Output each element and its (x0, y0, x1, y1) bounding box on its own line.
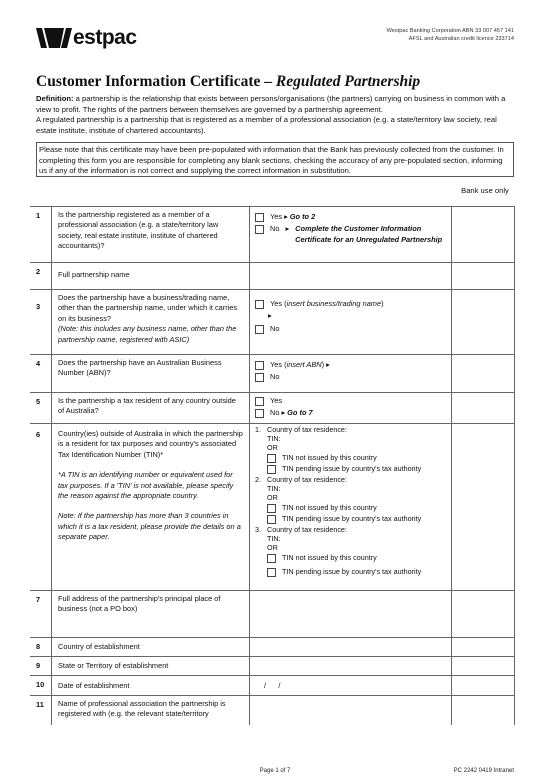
arrow-icon: ▸ (285, 224, 290, 234)
bank-use-cell (451, 263, 515, 289)
bank-use-cell (451, 591, 515, 637)
bank-use-heading: Bank use only (461, 186, 509, 195)
page-number: Page 1 of 7 (259, 768, 291, 774)
option-no[interactable] (255, 408, 447, 418)
option-no[interactable] (255, 324, 447, 334)
country-number: 2. (255, 475, 261, 484)
row-number: 10 (36, 680, 45, 689)
partnership-name-field[interactable] (249, 263, 451, 289)
countries-note: Note: If the partnership has more than 3 countries in which it is a tax resident, please provide the details on a separate paper. (58, 511, 241, 542)
row-answer (249, 290, 451, 354)
form-table (30, 206, 515, 725)
definition-block (36, 94, 516, 136)
option-label: TIN pending issue by country's tax authority (282, 567, 422, 576)
yes-goto: Go to 2 (289, 212, 316, 221)
row-number: 8 (36, 642, 41, 651)
row-answer (249, 393, 451, 423)
form-row-6 (30, 423, 515, 590)
option-label: TIN pending issue by country's tax authority (282, 514, 422, 523)
bank-use-cell (451, 657, 515, 675)
corporate-info (387, 27, 514, 43)
row-number: 5 (36, 397, 41, 406)
form-row-8 (30, 637, 515, 656)
country-label: Country of tax residence: (267, 425, 347, 434)
arrow-icon: ▸ (268, 311, 272, 321)
page-title (36, 73, 420, 91)
row-number: 3 (36, 302, 41, 311)
option-yes[interactable] (255, 212, 447, 222)
row-answer (249, 355, 451, 392)
row-question: Full partnership name (51, 263, 249, 289)
title-main: Customer Information Certificate – (36, 73, 276, 90)
no-label: No (270, 372, 280, 382)
row-question: Name of professional association the partnership is registered with (e.g. the relevant state/territory (51, 696, 249, 725)
bank-use-cell (451, 355, 515, 392)
checkbox-no[interactable] (255, 409, 264, 418)
row-question (51, 424, 249, 590)
checkbox-yes[interactable] (255, 213, 264, 222)
option-no[interactable] (255, 224, 447, 245)
form-row-11 (30, 695, 515, 725)
corp-line-1: Westpac Banking Corporation ABN 33 007 457 141 (386, 28, 514, 34)
checkbox-yes[interactable] (255, 361, 264, 370)
row-question: Date of establishment (51, 676, 249, 695)
tin-label: TIN: (267, 434, 281, 443)
or-label: OR (267, 543, 278, 552)
checkbox[interactable] (267, 504, 276, 513)
checkbox-no[interactable] (255, 373, 264, 382)
yes-end: ) (321, 360, 325, 369)
option-no[interactable] (255, 372, 447, 382)
option-yes[interactable] (255, 360, 447, 370)
row-number: 4 (36, 359, 41, 368)
checkbox-no[interactable] (255, 325, 264, 334)
form-row-9 (30, 656, 515, 675)
bank-use-cell (451, 676, 515, 695)
form-row-10 (30, 675, 515, 695)
or-label: OR (267, 443, 278, 452)
arrow-icon: ▸ (281, 408, 286, 418)
country-of-establishment-field[interactable] (249, 638, 451, 656)
row-number: 11 (36, 700, 44, 709)
country-label: Country of tax residence: (267, 475, 347, 484)
tax-residence-answer (249, 424, 451, 590)
no-goto: Go to 7 (287, 408, 313, 418)
checkbox-no[interactable] (255, 225, 264, 234)
form-code: PC 2242 0419 Intranet (453, 768, 514, 774)
row-number: 7 (36, 595, 41, 604)
country-number: 3. (255, 525, 261, 534)
row-number: 1 (36, 211, 41, 220)
option-label: TIN not issued by this country (282, 553, 377, 562)
yes-label: Yes ( (270, 360, 287, 369)
no-label: No (270, 408, 280, 418)
row-question (51, 290, 249, 354)
westpac-w-icon (36, 28, 72, 48)
yes-italic: insert ABN (286, 360, 322, 369)
tin-label: TIN: (267, 484, 281, 493)
form-row-3 (30, 289, 515, 354)
checkbox-yes[interactable] (255, 397, 264, 406)
country-block-3 (255, 525, 447, 577)
tin-note: *A TIN is an identifying number or equivalent used for tax purposes. If a 'TIN' is not available, please specify the reason against the appropriate country. (58, 470, 234, 501)
yes-label: Yes (270, 212, 283, 221)
option-tin-pending[interactable] (267, 567, 447, 577)
date-of-establishment-field[interactable]: / / (249, 676, 451, 695)
country-label: Country of tax residence: (267, 525, 347, 534)
option-yes[interactable] (255, 396, 447, 406)
question-text: Country(ies) outside of Australia in which the partnership is a resident for tax purposes and country's associated Tax Identification Number (TIN)* (58, 429, 243, 459)
country-block-2 (255, 475, 447, 524)
option-label: TIN pending issue by country's tax authority (282, 464, 422, 473)
definition-text: a partnership is the relationship that exists between persons/organisations (the partners) carrying on business in common with a view to profit. The rights of the partners between themselves are governed by a partnership agreement. (36, 94, 506, 114)
bank-use-cell (451, 207, 515, 262)
option-label: TIN not issued by this country (282, 503, 377, 512)
form-row-7 (30, 590, 515, 637)
definition-text-2: A regulated partnership is a partnership that is registered as a member of a professional association (e.g. a state/territory law society, real estate institute, institute of chartered accountants). (36, 115, 497, 135)
logo-wordmark: estpac (73, 26, 137, 49)
checkbox[interactable] (267, 465, 276, 474)
no-label: No (270, 323, 280, 333)
bank-use-cell (451, 424, 515, 590)
row-question: Full address of the partnership's principal place of business (not a PO box) (51, 591, 249, 637)
or-label: OR (267, 493, 278, 502)
option-yes[interactable] (255, 299, 447, 309)
option-tin-not-issued[interactable] (267, 503, 447, 513)
row-question: State or Territory of establishment (51, 657, 249, 675)
checkbox[interactable] (267, 554, 276, 563)
bank-use-cell (451, 393, 515, 423)
country-number: 1. (255, 425, 261, 434)
yes-end: ) (381, 299, 384, 308)
title-italic: Regulated Partnership (275, 73, 421, 90)
corp-line-2: AFSL and Australian credit licence 233714 (408, 36, 514, 42)
row-number: 6 (36, 430, 41, 439)
yes-italic: insert business/trading name (286, 299, 382, 308)
row-question: Does the partnership have an Australian Business Number (ABN)? (51, 355, 249, 392)
no-goto: Complete the Customer Information Certificate for an Unregulated Partnership (295, 224, 443, 244)
option-tin-pending[interactable] (267, 464, 447, 474)
checkbox[interactable] (267, 568, 276, 577)
option-tin-not-issued[interactable] (267, 553, 447, 563)
bank-use-cell (451, 290, 515, 354)
prepopulated-notice: Please note that this certificate may have been pre-populated with information that the Bank has previously collected from the customer. In completing this form you are responsible for completing any blank sections, checking the accuracy of any pre-populated section, informing us if any of the information is not correct and supplying the correct information in substitution. (36, 142, 514, 177)
tin-label: TIN: (267, 534, 281, 543)
form-row-2 (30, 262, 515, 289)
no-label: No (270, 224, 280, 234)
definition-label: Definition: (36, 94, 74, 103)
form-row-5 (30, 392, 515, 423)
row-question: Is the partnership registered as a member of a professional association (e.g. a state/territory law society, real estate institute, institute of chartered accountants)? (51, 207, 249, 262)
question-text: Does the partnership have a business/trading name, other than the partnership name, under which it carries on its business? (58, 293, 238, 323)
row-answer (249, 207, 451, 262)
option-tin-not-issued[interactable] (267, 453, 447, 463)
row-question: Country of establishment (51, 638, 249, 656)
address-field[interactable] (249, 591, 451, 637)
form-row-4 (30, 354, 515, 392)
question-note: (Note: this includes any business name, other than the partnership name, registered with ASIC) (58, 324, 237, 344)
row-number: 2 (36, 267, 41, 276)
professional-association-field[interactable] (249, 696, 451, 725)
bank-use-cell (451, 638, 515, 656)
country-block-1 (255, 425, 447, 474)
option-label: TIN not issued by this country (282, 453, 377, 462)
arrow-icon: ▸ (326, 360, 330, 369)
row-question: Is the partnership a tax resident of any country outside of Australia? (51, 393, 249, 423)
form-row-1 (30, 206, 515, 262)
checkbox-yes[interactable] (255, 300, 264, 309)
yes-label: Yes (270, 396, 283, 405)
arrow-icon: ▸ (284, 212, 288, 221)
state-of-establishment-field[interactable] (249, 657, 451, 675)
row-number: 9 (36, 661, 41, 670)
yes-label: Yes ( (270, 299, 287, 308)
checkbox[interactable] (267, 454, 276, 463)
bank-use-cell (451, 696, 515, 725)
option-tin-pending[interactable] (267, 514, 447, 524)
westpac-logo (36, 26, 137, 50)
checkbox[interactable] (267, 515, 276, 524)
